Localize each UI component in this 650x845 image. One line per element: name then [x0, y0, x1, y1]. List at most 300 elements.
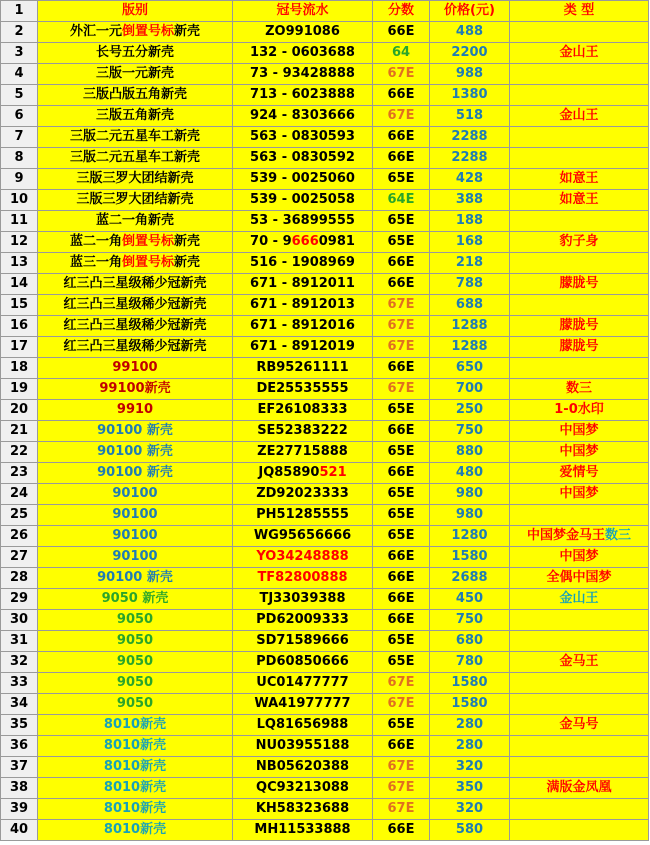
cell-version[interactable]: [38, 757, 233, 778]
cell-price[interactable]: [430, 106, 510, 127]
cell-serial-number[interactable]: [233, 631, 373, 652]
cell-serial-number[interactable]: [233, 211, 373, 232]
header-cell-type[interactable]: [510, 1, 649, 22]
row-number[interactable]: 13: [1, 253, 38, 274]
table-row: [1, 148, 649, 169]
cell-version[interactable]: [38, 694, 233, 715]
row-number[interactable]: 5: [1, 85, 38, 106]
cell-version[interactable]: [38, 379, 233, 400]
cell-serial-number[interactable]: [233, 694, 373, 715]
row-number[interactable]: 32: [1, 652, 38, 673]
cell-version[interactable]: [38, 85, 233, 106]
cell-price[interactable]: [430, 379, 510, 400]
cell-version[interactable]: [38, 484, 233, 505]
row-number[interactable]: 29: [1, 589, 38, 610]
cell-serial-number[interactable]: [233, 421, 373, 442]
cell-version[interactable]: [38, 526, 233, 547]
cell-text: YO34248888: [256, 549, 349, 564]
cell-grade[interactable]: [373, 232, 430, 253]
cell-version[interactable]: [38, 673, 233, 694]
cell-grade[interactable]: [373, 820, 430, 841]
cell-grade[interactable]: [373, 295, 430, 316]
cell-text: 980: [455, 507, 484, 522]
cell-price[interactable]: [430, 400, 510, 421]
cell-type[interactable]: [510, 211, 649, 232]
row-number[interactable]: 7: [1, 127, 38, 148]
cell-serial-number[interactable]: [233, 358, 373, 379]
cell-text: 金马王: [559, 654, 599, 669]
cell-serial-number[interactable]: [233, 715, 373, 736]
cell-grade[interactable]: [373, 568, 430, 589]
row-number[interactable]: 6: [1, 106, 38, 127]
cell-text: QC93213088: [256, 780, 349, 795]
cell-text: 780: [455, 654, 484, 669]
cell-type[interactable]: [510, 358, 649, 379]
cell-type[interactable]: [510, 589, 649, 610]
cell-serial-number[interactable]: [233, 253, 373, 274]
cell-version[interactable]: [38, 190, 233, 211]
row-number[interactable]: 8: [1, 148, 38, 169]
cell-grade[interactable]: [373, 64, 430, 85]
cell-grade[interactable]: [373, 211, 430, 232]
row-number[interactable]: 27: [1, 547, 38, 568]
cell-grade[interactable]: [373, 274, 430, 295]
cell-price[interactable]: [430, 526, 510, 547]
cell-grade[interactable]: [373, 148, 430, 169]
cell-text: ZD92023333: [256, 486, 349, 501]
cell-text: 8010新壳: [103, 780, 167, 795]
cell-price[interactable]: [430, 253, 510, 274]
cell-text: 红三凸三星级稀少冠新壳: [63, 318, 207, 333]
cell-grade[interactable]: [373, 736, 430, 757]
row-number[interactable]: 31: [1, 631, 38, 652]
cell-grade[interactable]: [373, 505, 430, 526]
cell-text: 688: [455, 297, 484, 312]
row-number[interactable]: 19: [1, 379, 38, 400]
row-number[interactable]: 30: [1, 610, 38, 631]
cell-version[interactable]: [38, 22, 233, 43]
cell-version[interactable]: [38, 736, 233, 757]
row-number[interactable]: 23: [1, 463, 38, 484]
cell-price[interactable]: [430, 148, 510, 169]
cell-version[interactable]: [38, 652, 233, 673]
cell-grade[interactable]: [373, 631, 430, 652]
cell-version[interactable]: [38, 799, 233, 820]
header-cell-grade[interactable]: [373, 1, 430, 22]
cell-text: 红三凸三星级稀少冠新壳: [63, 297, 207, 312]
cell-text: 650: [455, 360, 484, 375]
cell-text: 671 - 8912011: [250, 276, 355, 291]
table-row: [1, 463, 649, 484]
cell-grade[interactable]: [373, 484, 430, 505]
cell-price[interactable]: [430, 736, 510, 757]
cell-price[interactable]: [430, 64, 510, 85]
cell-type[interactable]: [510, 148, 649, 169]
cell-version[interactable]: [38, 127, 233, 148]
row-number[interactable]: 21: [1, 421, 38, 442]
cell-text: 长号五分新壳: [95, 45, 174, 60]
row-number[interactable]: 37: [1, 757, 38, 778]
row-number[interactable]: 36: [1, 736, 38, 757]
cell-version[interactable]: [38, 442, 233, 463]
cell-price[interactable]: [430, 505, 510, 526]
cell-serial-number[interactable]: [233, 232, 373, 253]
cell-grade[interactable]: [373, 778, 430, 799]
cell-text: 65E: [387, 507, 415, 522]
cell-text: RB95261111: [256, 360, 349, 375]
cell-serial-number[interactable]: [233, 379, 373, 400]
cell-type[interactable]: [510, 295, 649, 316]
cell-type[interactable]: [510, 169, 649, 190]
row-number[interactable]: 16: [1, 316, 38, 337]
cell-type[interactable]: [510, 715, 649, 736]
cell-serial-number[interactable]: [233, 22, 373, 43]
cell-version[interactable]: [38, 169, 233, 190]
cell-type[interactable]: [510, 232, 649, 253]
cell-grade[interactable]: [373, 694, 430, 715]
header-cell-serial-number[interactable]: [233, 1, 373, 22]
cell-text: 99100: [112, 360, 158, 375]
cell-grade[interactable]: [373, 757, 430, 778]
header-cell-version[interactable]: [38, 1, 233, 22]
cell-text: 分数: [387, 3, 414, 18]
row-number[interactable]: 40: [1, 820, 38, 841]
cell-serial-number[interactable]: [233, 316, 373, 337]
cell-price[interactable]: [430, 673, 510, 694]
cell-type[interactable]: [510, 379, 649, 400]
cell-type[interactable]: [510, 694, 649, 715]
cell-version[interactable]: [38, 337, 233, 358]
cell-type[interactable]: [510, 778, 649, 799]
row-number[interactable]: 17: [1, 337, 38, 358]
cell-serial-number[interactable]: [233, 400, 373, 421]
cell-grade[interactable]: [373, 43, 430, 64]
cell-type[interactable]: [510, 85, 649, 106]
cell-text: TF82800888: [257, 570, 348, 585]
cell-price[interactable]: [430, 295, 510, 316]
cell-price[interactable]: [430, 631, 510, 652]
cell-price[interactable]: [430, 778, 510, 799]
cell-text: 65E: [387, 486, 415, 501]
cell-serial-number[interactable]: [233, 43, 373, 64]
table-row: [1, 232, 649, 253]
cell-price[interactable]: [430, 421, 510, 442]
cell-serial-number[interactable]: [233, 673, 373, 694]
cell-price[interactable]: [430, 274, 510, 295]
table-row: [1, 568, 649, 589]
cell-price[interactable]: [430, 820, 510, 841]
row-number[interactable]: 15: [1, 295, 38, 316]
cell-price[interactable]: [430, 463, 510, 484]
cell-grade[interactable]: [373, 106, 430, 127]
cell-text: 三版凸版五角新壳: [82, 87, 187, 102]
cell-price[interactable]: [430, 652, 510, 673]
cell-grade[interactable]: [373, 463, 430, 484]
cell-price[interactable]: [430, 358, 510, 379]
cell-type[interactable]: [510, 274, 649, 295]
cell-type[interactable]: [510, 127, 649, 148]
cell-grade[interactable]: [373, 442, 430, 463]
cell-grade[interactable]: [373, 316, 430, 337]
cell-type[interactable]: [510, 442, 649, 463]
cell-text: 671 - 8912013: [250, 297, 355, 312]
cell-type[interactable]: [510, 484, 649, 505]
cell-text: 539 - 0025058: [250, 192, 355, 207]
cell-price[interactable]: [430, 169, 510, 190]
cell-type[interactable]: [510, 463, 649, 484]
row-number[interactable]: 34: [1, 694, 38, 715]
cell-text: 67E: [387, 66, 415, 81]
cell-serial-number[interactable]: [233, 505, 373, 526]
cell-type[interactable]: [510, 799, 649, 820]
cell-serial-number[interactable]: [233, 127, 373, 148]
row-number[interactable]: 1: [1, 1, 38, 22]
cell-serial-number[interactable]: [233, 820, 373, 841]
cell-version[interactable]: [38, 421, 233, 442]
row-number[interactable]: 28: [1, 568, 38, 589]
cell-type[interactable]: [510, 400, 649, 421]
cell-serial-number[interactable]: [233, 589, 373, 610]
cell-version[interactable]: [38, 64, 233, 85]
row-number[interactable]: 18: [1, 358, 38, 379]
cell-version[interactable]: [38, 400, 233, 421]
cell-grade[interactable]: [373, 127, 430, 148]
cell-text: 红三凸三星级稀少冠新壳: [63, 276, 207, 291]
cell-type[interactable]: [510, 253, 649, 274]
cell-price[interactable]: [430, 610, 510, 631]
row-number[interactable]: 38: [1, 778, 38, 799]
table-row: [1, 484, 649, 505]
cell-version[interactable]: [38, 505, 233, 526]
cell-serial-number[interactable]: [233, 64, 373, 85]
cell-price[interactable]: [430, 43, 510, 64]
cell-grade[interactable]: [373, 547, 430, 568]
cell-grade[interactable]: [373, 379, 430, 400]
cell-price[interactable]: [430, 85, 510, 106]
cell-version[interactable]: [38, 106, 233, 127]
cell-type[interactable]: [510, 652, 649, 673]
cell-price[interactable]: [430, 568, 510, 589]
cell-serial-number[interactable]: [233, 169, 373, 190]
cell-type[interactable]: [510, 610, 649, 631]
table-row: [1, 316, 649, 337]
cell-type[interactable]: [510, 568, 649, 589]
row-number[interactable]: 4: [1, 64, 38, 85]
cell-version[interactable]: [38, 43, 233, 64]
cell-grade[interactable]: [373, 799, 430, 820]
header-cell-price[interactable]: [430, 1, 510, 22]
cell-price[interactable]: [430, 127, 510, 148]
cell-text: 全偶中国梦: [546, 570, 612, 585]
table-row: [1, 106, 649, 127]
cell-grade[interactable]: [373, 358, 430, 379]
cell-version[interactable]: [38, 253, 233, 274]
cell-grade[interactable]: [373, 85, 430, 106]
row-number[interactable]: 3: [1, 43, 38, 64]
cell-type[interactable]: [510, 526, 649, 547]
row-number[interactable]: 14: [1, 274, 38, 295]
row-number[interactable]: 20: [1, 400, 38, 421]
row-number[interactable]: 2: [1, 22, 38, 43]
table-row: [1, 211, 649, 232]
cell-version[interactable]: [38, 295, 233, 316]
cell-type[interactable]: [510, 316, 649, 337]
row-number[interactable]: 9: [1, 169, 38, 190]
cell-serial-number[interactable]: [233, 148, 373, 169]
cell-serial-number[interactable]: [233, 190, 373, 211]
row-number[interactable]: 22: [1, 442, 38, 463]
cell-text: 数三: [605, 528, 632, 543]
cell-version[interactable]: [38, 316, 233, 337]
row-number[interactable]: 11: [1, 211, 38, 232]
cell-grade[interactable]: [373, 253, 430, 274]
cell-text: 350: [455, 780, 484, 795]
cell-serial-number[interactable]: [233, 106, 373, 127]
cell-version[interactable]: [38, 610, 233, 631]
cell-serial-number[interactable]: [233, 736, 373, 757]
cell-type[interactable]: [510, 22, 649, 43]
cell-serial-number[interactable]: [233, 799, 373, 820]
cell-text: 中国梦: [559, 444, 599, 459]
cell-type[interactable]: [510, 736, 649, 757]
cell-type[interactable]: [510, 190, 649, 211]
cell-grade[interactable]: [373, 400, 430, 421]
cell-version[interactable]: [38, 148, 233, 169]
table-row: [1, 673, 649, 694]
cell-version[interactable]: [38, 568, 233, 589]
cell-version[interactable]: [38, 463, 233, 484]
cell-text: 蓝三一角: [69, 255, 122, 270]
row-number[interactable]: 39: [1, 799, 38, 820]
cell-serial-number[interactable]: [233, 757, 373, 778]
cell-type[interactable]: [510, 64, 649, 85]
cell-type[interactable]: [510, 43, 649, 64]
cell-text: 9050 新壳: [101, 591, 169, 606]
cell-price[interactable]: [430, 799, 510, 820]
cell-version[interactable]: [38, 232, 233, 253]
cell-text: 外汇一元: [69, 24, 122, 39]
cell-grade[interactable]: [373, 610, 430, 631]
cell-grade[interactable]: [373, 652, 430, 673]
cell-text: 三版三罗大团结新壳: [76, 171, 194, 186]
cell-serial-number[interactable]: [233, 484, 373, 505]
cell-grade[interactable]: [373, 715, 430, 736]
cell-grade[interactable]: [373, 526, 430, 547]
cell-grade[interactable]: [373, 337, 430, 358]
cell-version[interactable]: [38, 547, 233, 568]
cell-serial-number[interactable]: [233, 463, 373, 484]
cell-price[interactable]: [430, 715, 510, 736]
row-number[interactable]: 25: [1, 505, 38, 526]
cell-version[interactable]: [38, 589, 233, 610]
cell-version[interactable]: [38, 778, 233, 799]
cell-serial-number[interactable]: [233, 442, 373, 463]
cell-price[interactable]: [430, 190, 510, 211]
table-row: [1, 715, 649, 736]
cell-type[interactable]: [510, 337, 649, 358]
cell-text: 新壳: [174, 234, 201, 249]
row-number[interactable]: 33: [1, 673, 38, 694]
cell-price[interactable]: [430, 757, 510, 778]
cell-text: 90100 新壳: [97, 465, 173, 480]
cell-price[interactable]: [430, 337, 510, 358]
cell-serial-number[interactable]: [233, 274, 373, 295]
cell-serial-number[interactable]: [233, 568, 373, 589]
cell-text: 1288: [451, 318, 488, 333]
cell-price[interactable]: [430, 484, 510, 505]
cell-type[interactable]: [510, 421, 649, 442]
cell-price[interactable]: [430, 211, 510, 232]
cell-text: 1-0水印: [554, 402, 604, 417]
cell-version[interactable]: [38, 274, 233, 295]
cell-price[interactable]: [430, 232, 510, 253]
cell-price[interactable]: [430, 442, 510, 463]
cell-serial-number[interactable]: [233, 526, 373, 547]
cell-text: ZO991086: [265, 24, 340, 39]
cell-serial-number[interactable]: [233, 610, 373, 631]
cell-text: 1580: [451, 549, 488, 564]
table-row: [1, 505, 649, 526]
cell-price[interactable]: [430, 547, 510, 568]
cell-serial-number[interactable]: [233, 778, 373, 799]
row-number[interactable]: 10: [1, 190, 38, 211]
cell-grade[interactable]: [373, 673, 430, 694]
cell-text: 700: [455, 381, 484, 396]
cell-type[interactable]: [510, 106, 649, 127]
row-number[interactable]: 24: [1, 484, 38, 505]
cell-serial-number[interactable]: [233, 85, 373, 106]
cell-type[interactable]: [510, 757, 649, 778]
cell-type[interactable]: [510, 505, 649, 526]
cell-text: WA41977777: [254, 696, 351, 711]
row-number[interactable]: 12: [1, 232, 38, 253]
cell-version[interactable]: [38, 715, 233, 736]
cell-serial-number[interactable]: [233, 652, 373, 673]
cell-text: 新壳: [174, 24, 201, 39]
cell-grade[interactable]: [373, 22, 430, 43]
table-row: [1, 274, 649, 295]
cell-text: PD62009333: [256, 612, 349, 627]
cell-grade[interactable]: [373, 421, 430, 442]
cell-text: 中国梦: [559, 423, 599, 438]
cell-type[interactable]: [510, 673, 649, 694]
cell-serial-number[interactable]: [233, 547, 373, 568]
cell-type[interactable]: [510, 631, 649, 652]
cell-text: 67E: [387, 108, 415, 123]
cell-grade[interactable]: [373, 169, 430, 190]
cell-grade[interactable]: [373, 190, 430, 211]
cell-price[interactable]: [430, 316, 510, 337]
cell-version[interactable]: [38, 631, 233, 652]
cell-version[interactable]: [38, 211, 233, 232]
cell-type[interactable]: [510, 547, 649, 568]
row-number[interactable]: 26: [1, 526, 38, 547]
cell-version[interactable]: [38, 820, 233, 841]
cell-text: 66E: [387, 87, 415, 102]
cell-text: 朦胧号: [559, 318, 599, 333]
cell-version[interactable]: [38, 358, 233, 379]
cell-type[interactable]: [510, 820, 649, 841]
cell-serial-number[interactable]: [233, 295, 373, 316]
table-row: [1, 757, 649, 778]
cell-price[interactable]: [430, 22, 510, 43]
cell-serial-number[interactable]: [233, 337, 373, 358]
cell-text: EF26108333: [257, 402, 348, 417]
row-number[interactable]: 35: [1, 715, 38, 736]
cell-price[interactable]: [430, 589, 510, 610]
cell-price[interactable]: [430, 694, 510, 715]
cell-grade[interactable]: [373, 589, 430, 610]
